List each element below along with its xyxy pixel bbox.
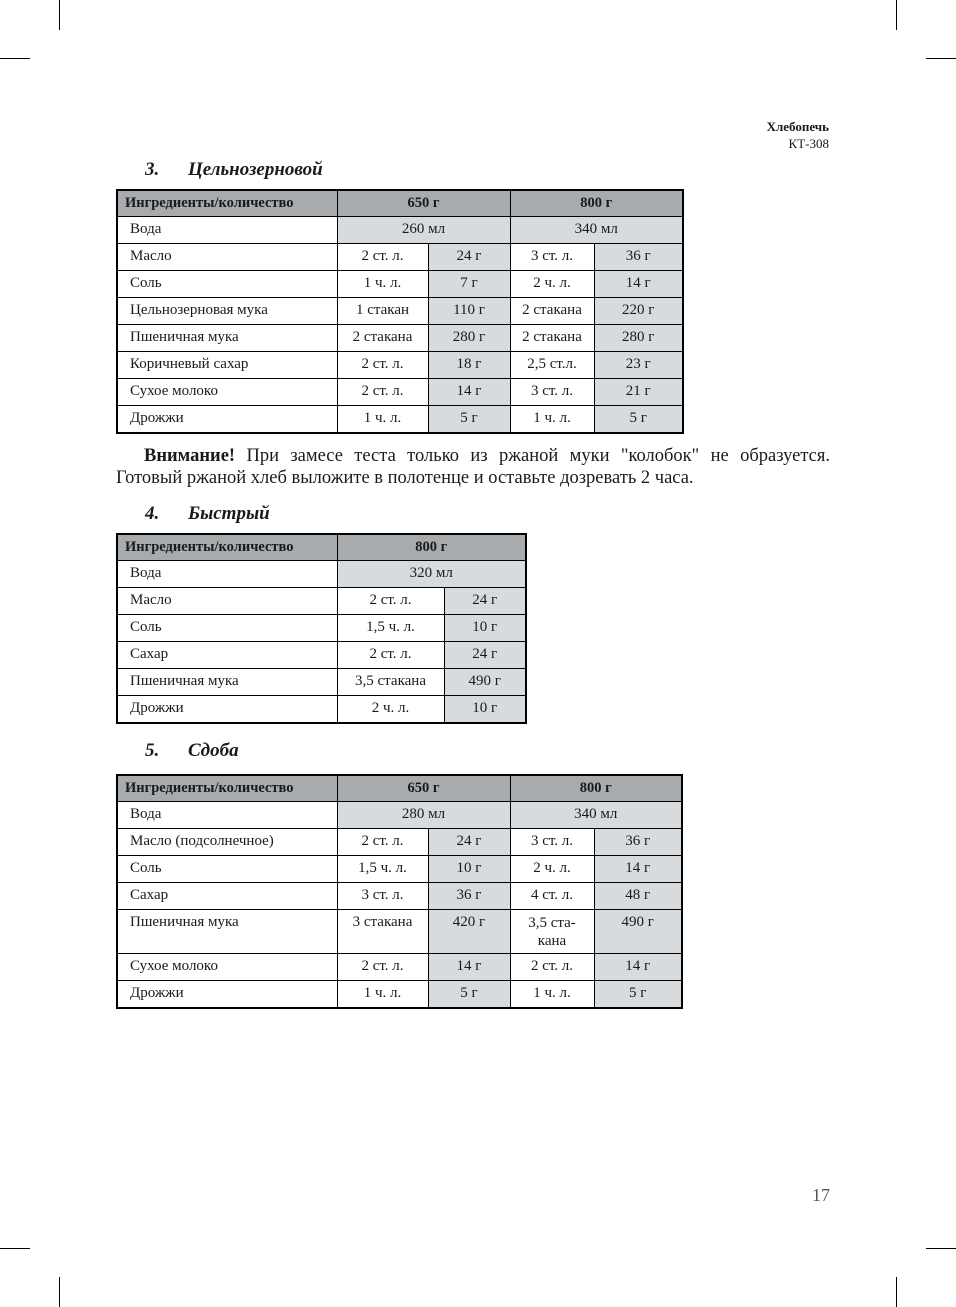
crop-mark (59, 0, 60, 30)
weight-cell: 5 г (428, 406, 510, 434)
section-number: 5. (145, 740, 160, 761)
weight-cell: 10 г (444, 615, 526, 642)
crop-mark (926, 58, 956, 59)
section-name: Цельнозерновой (188, 159, 323, 180)
weight-cell: 5 г (594, 981, 682, 1009)
measure-cell: 2 ст. л. (337, 954, 428, 981)
table-row (117, 352, 683, 379)
ingredient-name: Сухое молоко (117, 954, 337, 981)
table-row (117, 883, 682, 910)
measure-cell: 2 стакана (510, 325, 594, 352)
ingredient-name: Соль (117, 271, 337, 298)
table-row (117, 325, 683, 352)
table-row (117, 406, 683, 434)
attention-note (116, 445, 830, 489)
weight-cell: 24 г (444, 642, 526, 669)
measure-cell: 1 стакан (337, 298, 428, 325)
weight-cell: 14 г (594, 954, 682, 981)
ingredient-name: Соль (117, 615, 337, 642)
header-650g: 650 г (337, 190, 510, 217)
note-label: Внимание! (144, 446, 236, 466)
table-row (117, 298, 683, 325)
weight-cell: 280 г (428, 325, 510, 352)
crop-mark (926, 1248, 956, 1249)
measure-cell: 2 ст. л. (337, 379, 428, 406)
crop-mark (0, 58, 30, 59)
header-650g: 650 г (337, 775, 510, 802)
section-title (145, 503, 270, 525)
measure-cell: 2 ст. л. (337, 588, 444, 615)
measure-cell: 2 стакана (337, 325, 428, 352)
section-name: Быстрый (188, 503, 270, 524)
measure-cell: 2,5 ст.л. (510, 352, 594, 379)
table-header-row (117, 534, 526, 561)
recipe-table (116, 189, 684, 434)
ingredient-name: Соль (117, 856, 337, 883)
weight-cell: 48 г (594, 883, 682, 910)
measure-cell: 3,5 ста- кана (510, 910, 594, 954)
ingredient-name: Вода (117, 561, 337, 588)
table-row (117, 981, 682, 1009)
ingredient-name: Сахар (117, 883, 337, 910)
amount-cell: 320 мл (337, 561, 526, 588)
weight-cell: 14 г (594, 856, 682, 883)
weight-cell: 420 г (428, 910, 510, 954)
table-row (117, 696, 526, 724)
measure-cell: 1 ч. л. (337, 406, 428, 434)
table-header-row (117, 190, 683, 217)
table-row (117, 588, 526, 615)
amount-cell: 340 мл (510, 217, 683, 244)
weight-cell: 14 г (594, 271, 683, 298)
measure-cell: 2 ст. л. (337, 352, 428, 379)
ingredient-name: Дрожжи (117, 696, 337, 724)
table-row (117, 379, 683, 406)
ingredient-name: Сахар (117, 642, 337, 669)
measure-cell: 3 ст. л. (510, 379, 594, 406)
measure-cell: 1,5 ч. л. (337, 856, 428, 883)
measure-cell: 1 ч. л. (337, 981, 428, 1009)
weight-cell: 14 г (428, 954, 510, 981)
table-row (117, 669, 526, 696)
page-number: 17 (812, 1185, 830, 1205)
ingredient-name: Коричневый сахар (117, 352, 337, 379)
ingredient-name: Масло (117, 244, 337, 271)
header-800g: 800 г (510, 775, 682, 802)
measure-cell: 2 ст. л. (510, 954, 594, 981)
table-row (117, 615, 526, 642)
table-row (117, 910, 682, 954)
weight-cell: 18 г (428, 352, 510, 379)
crop-mark (896, 1277, 897, 1307)
measure-cell: 2 ч. л. (510, 271, 594, 298)
ingredient-name: Масло (подсолнечное) (117, 829, 337, 856)
header-800g: 800 г (510, 190, 683, 217)
weight-cell: 10 г (428, 856, 510, 883)
weight-cell: 36 г (594, 244, 683, 271)
weight-cell: 24 г (428, 829, 510, 856)
table-row (117, 829, 682, 856)
measure-cell: 2 стакана (510, 298, 594, 325)
amount-cell: 340 мл (510, 802, 682, 829)
ingredient-name: Дрожжи (117, 981, 337, 1009)
weight-cell: 5 г (428, 981, 510, 1009)
section-title (145, 740, 239, 762)
measure-cell: 1 ч. л. (510, 406, 594, 434)
table-row (117, 217, 683, 244)
table-row (117, 561, 526, 588)
ingredient-name: Вода (117, 217, 337, 244)
crop-mark (59, 1277, 60, 1307)
header-model: КТ-308 (788, 136, 829, 151)
measure-cell: 3,5 стакана (337, 669, 444, 696)
amount-cell: 280 мл (337, 802, 510, 829)
section-title (145, 159, 323, 181)
measure-cell: 2 ст. л. (337, 642, 444, 669)
weight-cell: 5 г (594, 406, 683, 434)
ingredient-name: Масло (117, 588, 337, 615)
weight-cell: 490 г (444, 669, 526, 696)
header-ingredients: Ингредиенты/количество (117, 190, 337, 217)
recipe-table (116, 533, 527, 724)
measure-cell: 4 ст. л. (510, 883, 594, 910)
table-row (117, 642, 526, 669)
weight-cell: 36 г (428, 883, 510, 910)
table-header-row (117, 775, 682, 802)
page-header (767, 118, 829, 152)
weight-cell: 23 г (594, 352, 683, 379)
measure-cell: 2 ч. л. (510, 856, 594, 883)
header-800g: 800 г (337, 534, 526, 561)
section-name: Сдоба (188, 740, 239, 761)
ingredient-name: Цельнозерновая мука (117, 298, 337, 325)
weight-cell: 490 г (594, 910, 682, 954)
measure-cell: 3 стакана (337, 910, 428, 954)
crop-mark (896, 0, 897, 30)
weight-cell: 110 г (428, 298, 510, 325)
crop-mark (0, 1248, 30, 1249)
measure-cell: 2 ч. л. (337, 696, 444, 724)
header-ingredients: Ингредиенты/количество (117, 534, 337, 561)
ingredient-name: Пшеничная мука (117, 669, 337, 696)
table-row (117, 244, 683, 271)
section-number: 3. (145, 159, 160, 180)
header-brand: Хлебопечь (766, 119, 829, 134)
measure-cell: 1,5 ч. л. (337, 615, 444, 642)
measure-cell: 1 ч. л. (510, 981, 594, 1009)
measure-cell: 2 ст. л. (337, 244, 428, 271)
note-text: При замесе теста только из ржаной муки "колобок" не образуется. Готовый ржаной хлеб выложите в полотенце и оставьте дозревать 2 часа. (116, 446, 830, 488)
ingredient-name: Вода (117, 802, 337, 829)
weight-cell: 36 г (594, 829, 682, 856)
weight-cell: 10 г (444, 696, 526, 724)
ingredient-name: Пшеничная мука (117, 910, 337, 954)
table-row (117, 802, 682, 829)
weight-cell: 7 г (428, 271, 510, 298)
weight-cell: 21 г (594, 379, 683, 406)
ingredient-name: Пшеничная мука (117, 325, 337, 352)
weight-cell: 220 г (594, 298, 683, 325)
section-number: 4. (145, 503, 160, 524)
table-row (117, 856, 682, 883)
table-row (117, 271, 683, 298)
header-ingredients: Ингредиенты/количество (117, 775, 337, 802)
measure-cell: 1 ч. л. (337, 271, 428, 298)
ingredient-name: Сухое молоко (117, 379, 337, 406)
amount-cell: 260 мл (337, 217, 510, 244)
table-row (117, 954, 682, 981)
weight-cell: 24 г (428, 244, 510, 271)
measure-cell: 3 ст. л. (510, 244, 594, 271)
weight-cell: 14 г (428, 379, 510, 406)
recipe-table (116, 774, 683, 1009)
weight-cell: 24 г (444, 588, 526, 615)
measure-cell: 3 ст. л. (337, 883, 428, 910)
measure-cell: 2 ст. л. (337, 829, 428, 856)
measure-cell: 3 ст. л. (510, 829, 594, 856)
weight-cell: 280 г (594, 325, 683, 352)
ingredient-name: Дрожжи (117, 406, 337, 434)
